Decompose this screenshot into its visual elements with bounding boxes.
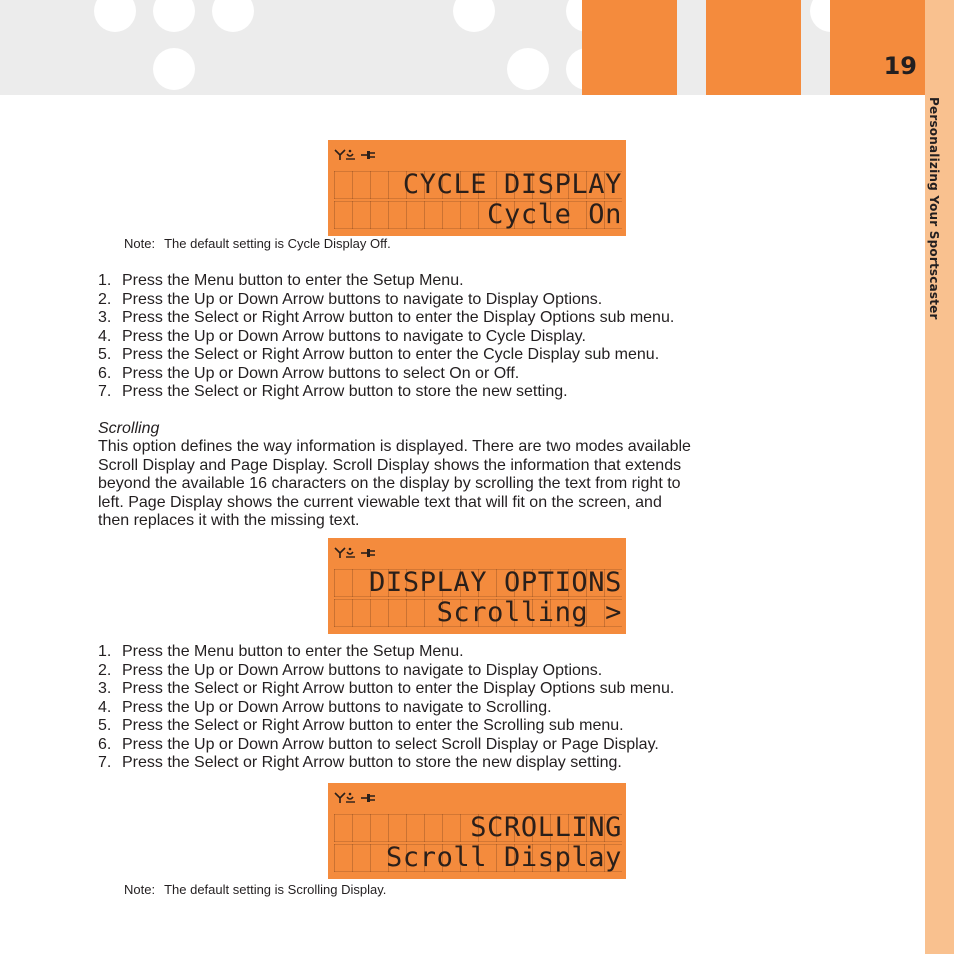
lcd-line-2: Scroll Display: [334, 844, 622, 872]
lcd-line-1: DISPLAY OPTIONS: [334, 569, 622, 597]
antenna-signal-icon: [334, 792, 356, 804]
list-item: 7. Press the Select or Right Arrow button to store the new setting.: [98, 383, 568, 400]
lcd-line-2: Cycle On: [334, 201, 622, 229]
lcd-status-icons: [334, 791, 376, 805]
decorative-dot: [153, 48, 195, 90]
decorative-dot: [212, 0, 254, 32]
list-item: 2. Press the Up or Down Arrow buttons to navigate to Display Options.: [98, 290, 603, 308]
list-item: 5. Press the Select or Right Arrow button to enter the Scrolling sub menu.: [98, 717, 624, 734]
lcd-display-options: [328, 538, 626, 634]
lcd-line-1: SCROLLING: [334, 814, 622, 842]
lcd-status-icons: [334, 546, 376, 560]
list-item: 6. Press the Up or Down Arrow buttons to select On or Off.: [98, 364, 520, 382]
list-item: 2. Press the Up or Down Arrow buttons to navigate to Display Options.: [98, 661, 603, 679]
list-item: 1. Press the Menu button to enter the Setup Menu.: [98, 272, 464, 289]
decorative-dot: [453, 0, 495, 32]
note-label: Note:: [124, 236, 156, 251]
lcd-display-cycle: [328, 140, 626, 236]
list-item: 7. Press the Select or Right Arrow button to store the new display setting.: [98, 754, 622, 771]
decorative-dot: [153, 0, 195, 32]
note-text: The default setting is Cycle Display Off.: [164, 236, 391, 251]
header-orange-block: [706, 0, 801, 95]
lcd-display-scrolling: [328, 783, 626, 879]
antenna-signal-icon: [334, 547, 356, 559]
section-paragraph: This option defines the way information is displayed. There are two modes available Scroll Display and Page Display. Scroll Display shows the information that extends beyond the available 16 characters on the display by scrolling the text from right to left. Page Display shows the current viewable text that will fit on the screen, and then replaces it with the missing text.: [98, 438, 691, 529]
antenna-signal-icon: [334, 149, 356, 161]
lcd-line-2: Scrolling >: [334, 599, 622, 627]
power-plug-icon: [360, 547, 376, 559]
header-orange-block: [582, 0, 677, 95]
list-item: 3. Press the Select or Right Arrow button to enter the Display Options sub menu.: [98, 680, 675, 697]
list-item: 4. Press the Up or Down Arrow buttons to navigate to Cycle Display.: [98, 327, 586, 345]
note-label: Note:: [124, 882, 156, 897]
list-item: 4. Press the Up or Down Arrow buttons to navigate to Scrolling.: [98, 698, 552, 716]
decorative-dot: [507, 48, 549, 90]
list-item: 3. Press the Select or Right Arrow button to enter the Display Options sub menu.: [98, 309, 675, 326]
note-text: The default setting is Scrolling Display.: [164, 882, 387, 897]
header-band: [0, 0, 925, 95]
steps-scrolling: [98, 643, 674, 773]
list-item: 1. Press the Menu button to enter the Setup Menu.: [98, 643, 464, 660]
power-plug-icon: [360, 149, 376, 161]
note: [124, 882, 386, 897]
steps-cycle-display: [98, 272, 674, 402]
section-heading: Scrolling: [98, 420, 160, 437]
decorative-dot: [94, 0, 136, 32]
note: [124, 236, 391, 251]
lcd-status-icons: [334, 148, 376, 162]
side-chapter-title: Personalizing Your Sportscaster: [927, 97, 941, 320]
page-number: 19: [830, 0, 925, 95]
lcd-line-1: CYCLE DISPLAY: [334, 171, 622, 199]
power-plug-icon: [360, 792, 376, 804]
list-item: 6. Press the Up or Down Arrow button to select Scroll Display or Page Display.: [98, 735, 659, 753]
list-item: 5. Press the Select or Right Arrow button to enter the Cycle Display sub menu.: [98, 346, 660, 363]
